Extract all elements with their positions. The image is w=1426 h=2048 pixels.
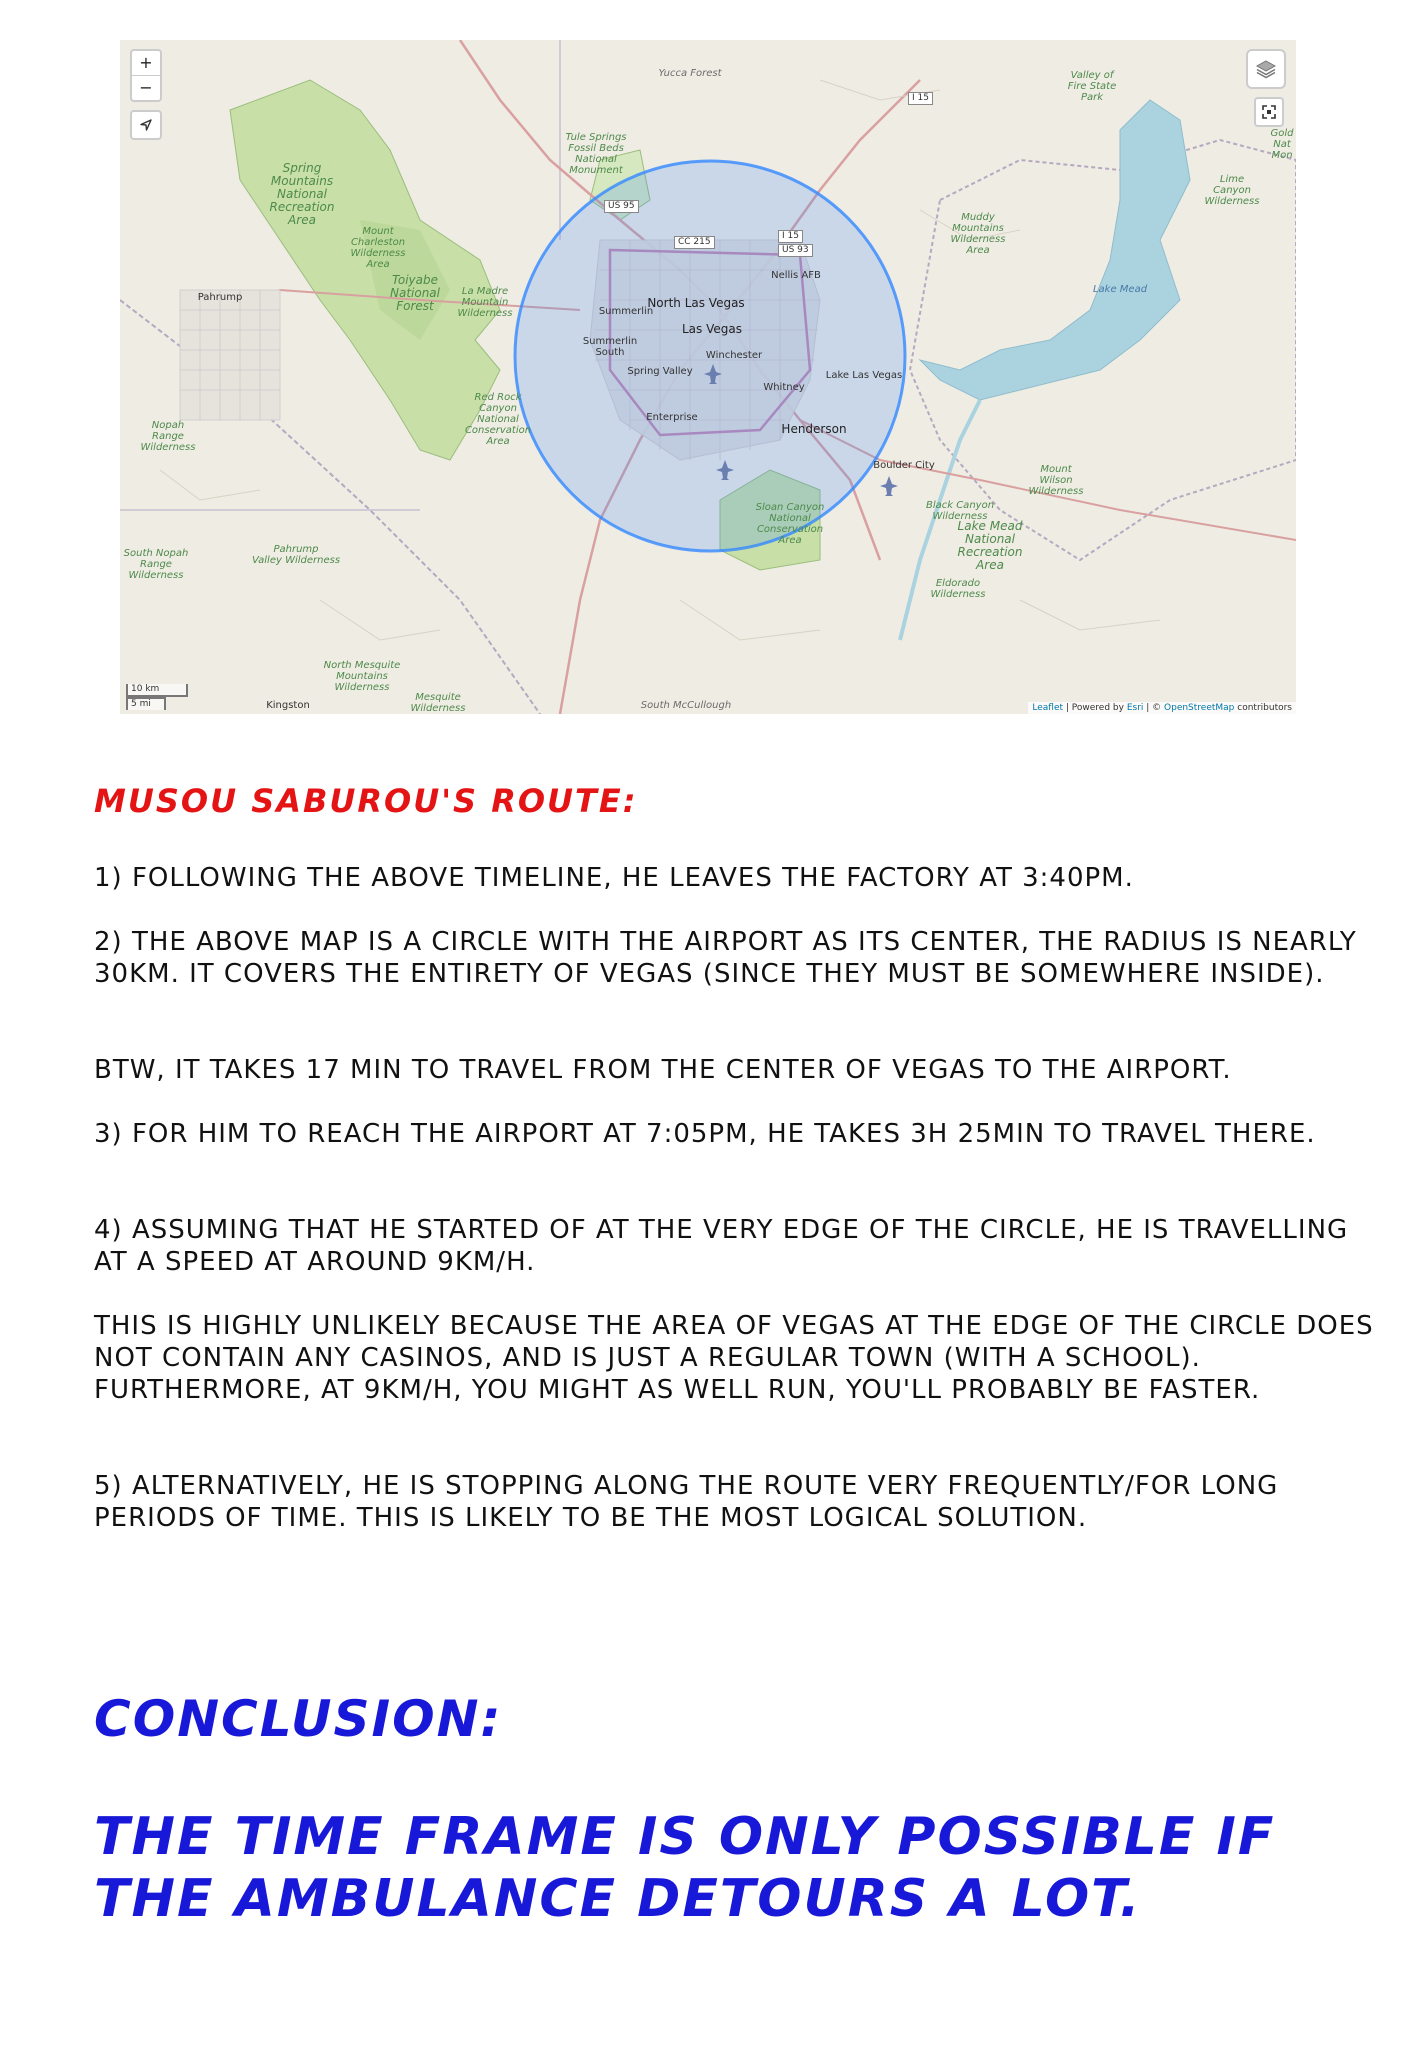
osm-link[interactable]: OpenStreetMap bbox=[1164, 703, 1235, 713]
scale-imperial: 5 mi bbox=[126, 697, 166, 710]
route-point-2: 2) THE ABOVE MAP IS A CIRCLE WITH THE AIRPORT AS ITS CENTER, THE RADIUS IS NEARLY 30KM. IT COVERS THE ENTIRETY OF VEGAS (SINCE THEY MUST BE SOMEWHERE INSIDE). bbox=[94, 927, 1357, 989]
place-kingston: Kingston bbox=[266, 700, 310, 711]
map-label-north-mesquite: North Mesquite Mountains Wilderness bbox=[323, 660, 401, 693]
place-henderson: Henderson bbox=[781, 422, 847, 436]
map-label-mount-wilson: Mount Wilson Wilderness bbox=[1028, 464, 1084, 497]
map-label-toiyabe: Toiyabe National Forest bbox=[389, 273, 441, 313]
route-point-1: 1) FOLLOWING THE ABOVE TIMELINE, HE LEAVES THE FACTORY AT 3:40PM. bbox=[94, 863, 1134, 893]
route-title: MUSOU SABUROU'S ROUTE: bbox=[94, 782, 638, 820]
map-label-mesquite: Mesquite Wilderness bbox=[410, 692, 466, 714]
locate-arrow-icon bbox=[139, 118, 153, 132]
place-spring-valley: Spring Valley bbox=[627, 366, 693, 377]
route-point-4: 4) ASSUMING THAT HE STARTED OF AT THE VERY EDGE OF THE CIRCLE, HE IS TRAVELLING AT A SPEED AT AROUND 9KM/H. bbox=[94, 1215, 1349, 1277]
place-summerlin: Summerlin bbox=[598, 306, 654, 317]
map-label-lake-mead: Lake Mead bbox=[1092, 284, 1148, 295]
layers-button[interactable] bbox=[1246, 49, 1286, 89]
conclusion-title: CONCLUSION: bbox=[94, 1690, 503, 1748]
map-attribution bbox=[1028, 702, 1296, 714]
zoom-in-button[interactable]: + bbox=[139, 53, 153, 72]
place-pahrump: Pahrump bbox=[197, 292, 243, 303]
map-label-spring-mountains: Spring Mountains National Recreation Area bbox=[269, 161, 335, 227]
zoom-control bbox=[130, 49, 162, 102]
place-whitney: Whitney bbox=[763, 382, 805, 393]
place-las-vegas: Las Vegas bbox=[682, 322, 742, 336]
map-label-eldorado: Eldorado Wilderness bbox=[930, 578, 986, 600]
attribution-separator: | © bbox=[1143, 703, 1165, 713]
map-label-valley-of-fire: Valley of Fire State Park bbox=[1067, 70, 1117, 103]
fullscreen-icon bbox=[1262, 105, 1276, 119]
map-label-south-nopah: South Nopah Range Wilderness bbox=[123, 548, 189, 581]
attribution-powered-by: | Powered by bbox=[1063, 703, 1127, 713]
map-label-south-mccullough: South McCullough bbox=[640, 700, 732, 711]
scale-bar bbox=[126, 684, 188, 710]
place-boulder-city: Boulder City bbox=[873, 460, 935, 471]
shield-us95: US 95 bbox=[604, 200, 639, 213]
place-winchester: Winchester bbox=[705, 350, 763, 361]
place-nellis-afb: Nellis AFB bbox=[771, 270, 821, 281]
map-label-red-rock: Red Rock Canyon National Conservation Area bbox=[464, 392, 532, 447]
shield-cc215: CC 215 bbox=[674, 236, 715, 249]
layers-icon bbox=[1255, 58, 1277, 80]
fullscreen-button[interactable] bbox=[1254, 97, 1284, 127]
route-note-unlikely: THIS IS HIGHLY UNLIKELY BECAUSE THE AREA OF VEGAS AT THE EDGE OF THE CIRCLE DOES NOT CONTAIN ANY CASINOS, AND IS JUST A REGULAR TOWN (WITH A SCHOOL). FURTHERMORE, AT 9KM/H, YOU MIGHT AS WELL RUN, YOU'LL PROBABLY BE FASTER. bbox=[94, 1311, 1374, 1405]
map-label-nopah: Nopah Range Wilderness bbox=[140, 420, 196, 453]
place-enterprise: Enterprise bbox=[646, 412, 698, 423]
route-note-btw: BTW, IT TAKES 17 MIN TO TRAVEL FROM THE CENTER OF VEGAS TO THE AIRPORT. bbox=[94, 1055, 1232, 1085]
route-point-3: 3) FOR HIM TO REACH THE AIRPORT AT 7:05PM, HE TAKES 3H 25MIN TO TRAVEL THERE. bbox=[94, 1119, 1316, 1149]
map-label-mount-charleston: Mount Charleston Wilderness Area bbox=[350, 226, 406, 270]
scale-metric: 10 km bbox=[126, 684, 188, 697]
conclusion-text: THE TIME FRAME IS ONLY POSSIBLE IF THE AMBULANCE DETOURS A LOT. bbox=[94, 1807, 1276, 1929]
locate-button[interactable] bbox=[130, 110, 162, 140]
attribution-contributors: contributors bbox=[1234, 703, 1292, 713]
map-label-sloan-canyon: Sloan Canyon National Conservation Area bbox=[755, 502, 825, 546]
place-summerlin-south: Summerlin South bbox=[582, 336, 638, 358]
map-label-black-canyon: Black Canyon Wilderness bbox=[925, 500, 995, 522]
zoom-out-button[interactable]: − bbox=[132, 75, 160, 100]
map-label-tule-springs: Tule Springs Fossil Beds National Monument bbox=[565, 132, 627, 176]
place-north-las-vegas: North Las Vegas bbox=[647, 296, 745, 310]
map-tiles bbox=[120, 40, 1296, 714]
map-label-gold-butte: Gold Nat Mon bbox=[1270, 128, 1294, 161]
map-view[interactable] bbox=[120, 40, 1296, 714]
map-label-yucca-forest: Yucca Forest bbox=[658, 68, 722, 79]
place-lake-las-vegas: Lake Las Vegas bbox=[825, 370, 903, 381]
shield-i15: I 15 bbox=[778, 230, 803, 243]
route-point-5: 5) ALTERNATIVELY, HE IS STOPPING ALONG THE ROUTE VERY FREQUENTLY/FOR LONG PERIODS OF TIME. THIS IS LIKELY TO BE THE MOST LOGICAL SOLUTION. bbox=[94, 1471, 1279, 1533]
map-label-muddy-mountains: Muddy Mountains Wilderness Area bbox=[950, 212, 1006, 256]
shield-i15-north: I 15 bbox=[908, 92, 933, 105]
shield-us93: US 93 bbox=[778, 244, 813, 257]
esri-link[interactable]: Esri bbox=[1126, 703, 1144, 713]
map-label-pahrump-valley: Pahrump Valley Wilderness bbox=[251, 544, 341, 566]
map-label-la-madre: La Madre Mountain Wilderness bbox=[457, 286, 513, 319]
leaflet-link[interactable]: Leaflet bbox=[1032, 703, 1064, 713]
map-label-lime-canyon: Lime Canyon Wilderness bbox=[1204, 174, 1260, 207]
map-label-lake-mead-nra: Lake Mead National Recreation Area bbox=[957, 519, 1023, 572]
